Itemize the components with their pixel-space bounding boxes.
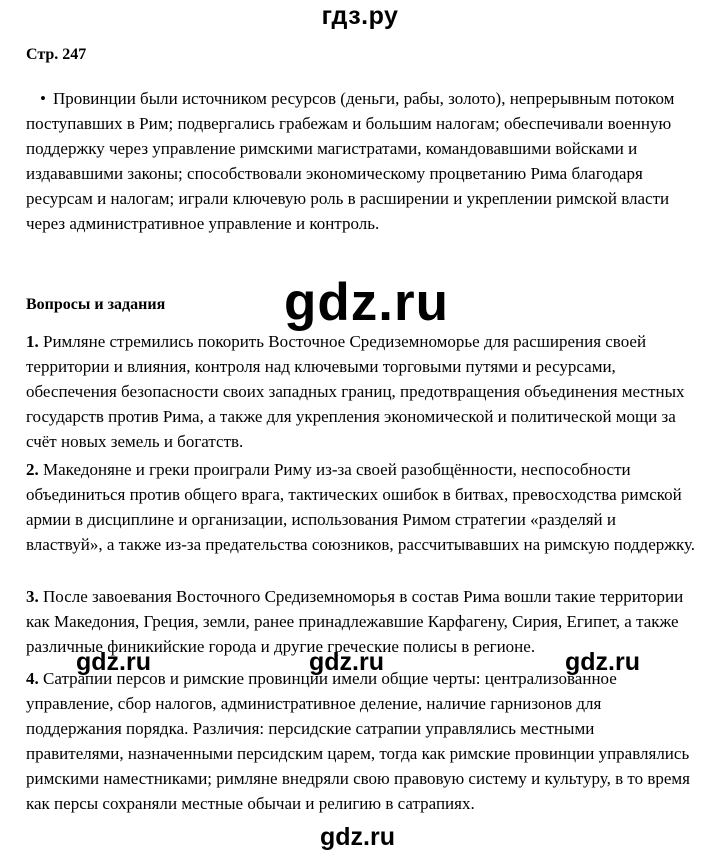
bullet-icon: • — [40, 89, 46, 108]
answer-number: 3. — [26, 587, 39, 606]
watermark-center: gdz.ru — [284, 273, 449, 332]
answer-number: 2. — [26, 460, 39, 479]
watermark-right: gdz.ru — [565, 648, 640, 676]
answer-text: Сатрапии персов и римские провинции имели общие черты: централизованное управление, сбор налогов, административное деление, наличие гарнизонов для поддержания порядка. Различия: персидские сатрапии управлялись местными правителями, назначенными персидским царем, тогда как римские провинции управлялись римскими наместниками; римляне внедряли свою правовую систему и культуру, в то время как персы сохраняли местные обычаи и религию в сатрапиях. — [26, 669, 690, 813]
site-logo: гдз.ру — [321, 2, 399, 30]
watermark-left: gdz.ru — [76, 648, 151, 676]
page-number: Стр. 247 — [26, 46, 87, 63]
watermark-bottom: gdz.ru — [320, 823, 395, 851]
answer-4 — [26, 666, 696, 816]
answer-number: 1. — [26, 332, 39, 351]
watermark-middle: gdz.ru — [309, 648, 384, 676]
answer-1 — [26, 329, 696, 454]
answer-text: Римляне стремились покорить Восточное Средиземноморье для расширения своей территории и влияния, контроля над ключевыми торговыми путями и ресурсами, обеспечения безопасности своих западных границ, предотвращения объединения местных государств против Рима, а также для укрепления экономической и политической мощи за счёт новых земель и богатств. — [26, 332, 685, 451]
answer-text: После завоевания Восточного Средиземноморья в состав Рима вошли такие территории как Македония, Греция, земли, ранее принадлежавшие Карфагену, Сирия, Египет, а также различные финикийские города и другие греческие полисы в регионе. — [26, 587, 684, 656]
answer-text: Македоняне и греки проиграли Риму из-за своей разобщённости, неспособности объединиться против общего врага, тактических ошибок в битвах, превосходства римской армии в дисциплине и организации, использования Римом стратегии «разделяй и властвуй», а также из-за предательства союзников, рассчитывавших на римскую поддержку. — [26, 460, 696, 554]
section-title: Вопросы и задания — [26, 296, 166, 313]
answer-2 — [26, 457, 696, 557]
intro-text: Провинции были источником ресурсов (деньги, рабы, золото), непрерывным потоком поступавших в Рим; подвергались грабежам и большим налогам; обеспечивали военную поддержку через управление римскими магистратами, командовавшими войсками и издававшими законы; способствовали экономическому процветанию Рима благодаря ресурсам и налогам; играли ключевую роль в расширении и укреплении римской власти через административное управление и контроль. — [26, 89, 675, 233]
intro-paragraph — [26, 86, 696, 236]
answer-number: 4. — [26, 669, 39, 688]
